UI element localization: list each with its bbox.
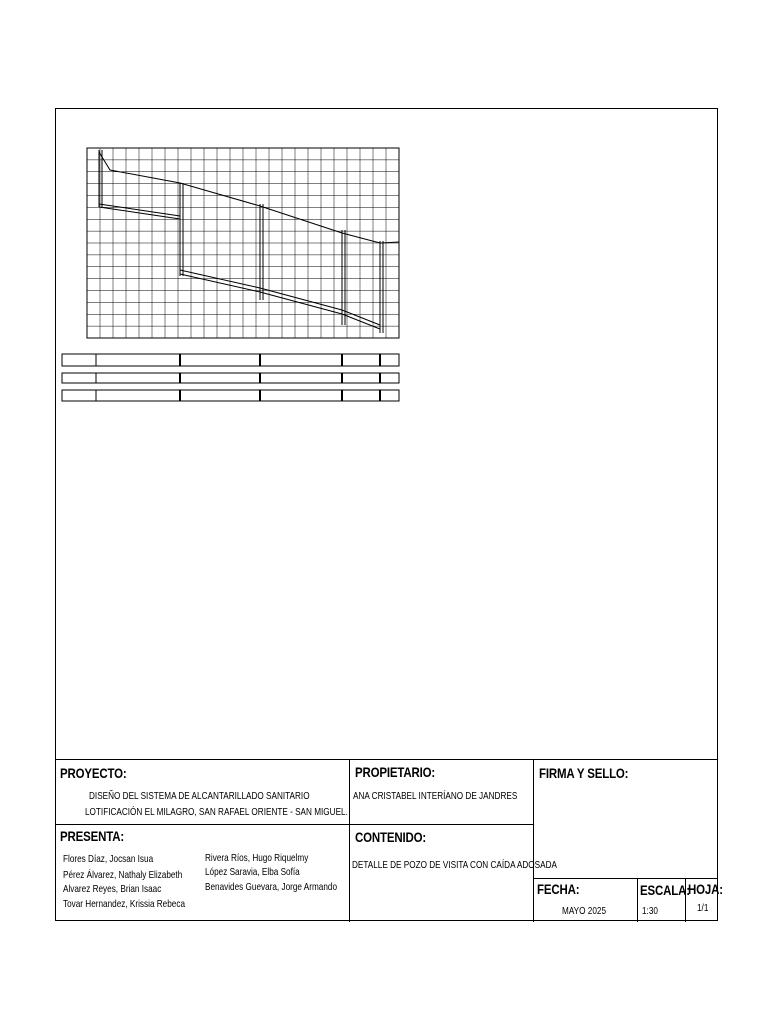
contenido-value: DETALLE DE POZO DE VISITA CON CAÍDA ADOSADA bbox=[352, 859, 557, 871]
presenta-name-2: Pérez Álvarez, Nathaly Elizabeth bbox=[63, 869, 183, 881]
profile-table-row bbox=[62, 354, 399, 366]
presenta-name-5: Rivera Ríos, Hugo Riquelmy bbox=[205, 852, 309, 864]
escala-label: ESCALA: bbox=[640, 882, 690, 898]
hoja-label: HOJA: bbox=[688, 881, 723, 897]
firma-sello-label: FIRMA Y SELLO: bbox=[539, 765, 629, 781]
propietario-label: PROPIETARIO: bbox=[355, 764, 436, 780]
proyecto-line2: LOTIFICACIÓN EL MILAGRO, SAN RAFAEL ORIENTE - SAN MIGUEL. bbox=[85, 806, 348, 818]
fecha-label: FECHA: bbox=[537, 881, 580, 897]
pipe-line bbox=[99, 204, 180, 216]
presenta-name-1: Flores Díaz, Jocsan Isua bbox=[63, 853, 154, 865]
ground-line bbox=[99, 152, 399, 243]
presenta-name-3: Alvarez Reyes, Brian Isaac bbox=[63, 883, 162, 895]
pipe-line bbox=[99, 207, 180, 219]
escala-value: 1:30 bbox=[642, 905, 658, 917]
proyecto-line1: DISEÑO DEL SISTEMA DE ALCANTARILLADO SANITARIO bbox=[89, 790, 310, 802]
presenta-name-4: Tovar Hernandez, Krissia Rebeca bbox=[63, 898, 186, 910]
presenta-name-6: López Saravia, Elba Sofía bbox=[205, 866, 300, 878]
title-block bbox=[55, 759, 723, 921]
contenido-label: CONTENIDO: bbox=[355, 829, 427, 845]
hoja-value: 1/1 bbox=[697, 902, 709, 914]
presenta-label: PRESENTA: bbox=[60, 828, 125, 844]
pipe-line bbox=[180, 274, 380, 329]
profile-table-row bbox=[62, 373, 399, 383]
propietario-value: ANA CRISTABEL INTERÍANO DE JANDRES bbox=[353, 790, 518, 802]
proyecto-label: PROYECTO: bbox=[60, 765, 127, 781]
profile-table-row bbox=[62, 390, 399, 401]
presenta-name-7: Benavides Guevara, Jorge Armando bbox=[205, 881, 338, 893]
fecha-value: MAYO 2025 bbox=[562, 905, 607, 917]
